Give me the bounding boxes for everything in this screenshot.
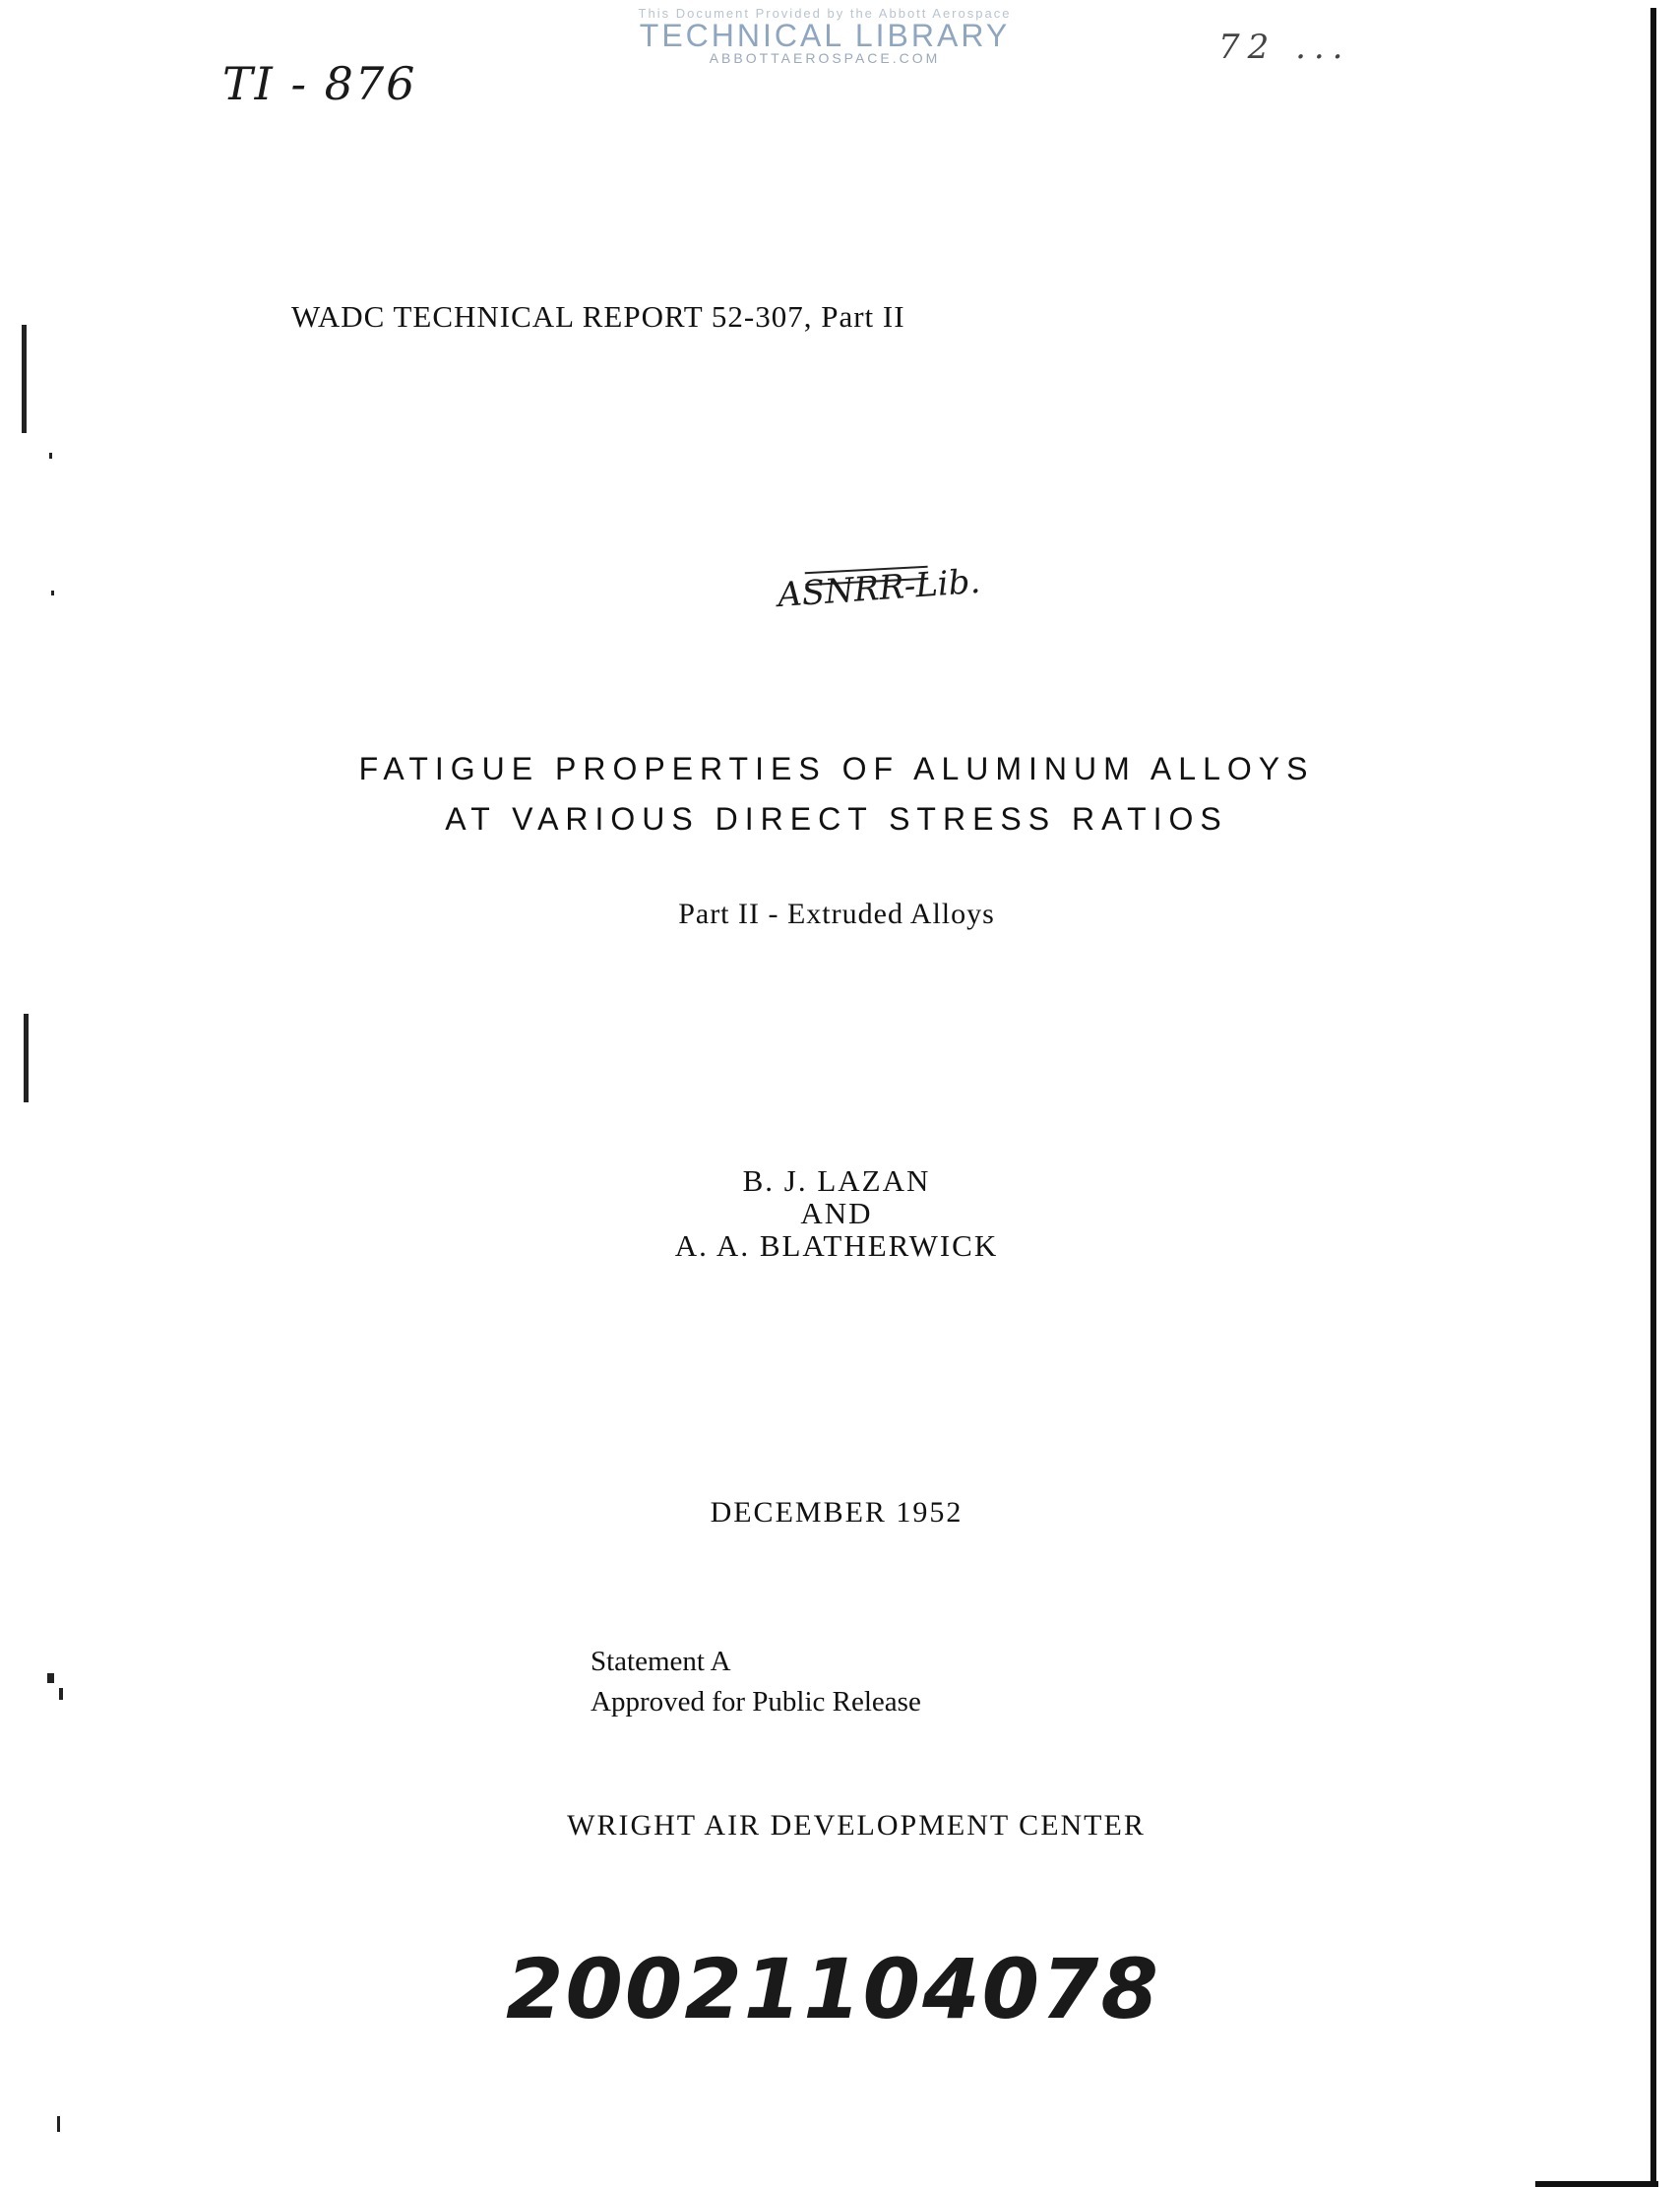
watermark-provided-by: This Document Provided by the Abbott Aerospace: [638, 6, 1012, 21]
watermark-title: TECHNICAL LIBRARY: [639, 18, 1011, 53]
watermark-website: ABBOTTAEROSPACE.COM: [709, 50, 941, 66]
document-subtitle: Part II - Extruded Alloys: [678, 898, 995, 930]
title-line-1: FATIGUE PROPERTIES OF ALUMINUM ALLOYS: [358, 751, 1315, 786]
author-2: A. A. BLATHERWICK: [674, 1228, 999, 1263]
statement-label: Statement A: [591, 1646, 731, 1677]
scan-border-bottom: [1535, 2181, 1658, 2187]
document-title: [246, 744, 1427, 844]
scan-left-edge-marks: [0, 0, 79, 2187]
report-number: WADC TECHNICAL REPORT 52-307, Part II: [291, 299, 905, 334]
scan-border-right: [1650, 8, 1656, 2183]
statement-text: Approved for Public Release: [591, 1686, 921, 1718]
library-watermark: [569, 6, 1081, 66]
handwritten-top-right-note: 72 ...: [1218, 28, 1351, 67]
author-conjunction: AND: [800, 1196, 873, 1230]
title-line-2: AT VARIOUS DIRECT STRESS RATIOS: [445, 801, 1228, 837]
authors-block: [394, 1164, 1279, 1262]
author-1: B. J. LAZAN: [742, 1163, 931, 1198]
distribution-statement: [591, 1642, 921, 1722]
handwritten-ti-number: TI - 876: [222, 57, 417, 110]
publication-date: DECEMBER 1952: [710, 1496, 964, 1529]
handwritten-accession-number: 20021104078: [506, 1941, 1160, 2037]
organization-name: WRIGHT AIR DEVELOPMENT CENTER: [567, 1809, 1146, 1842]
handwritten-library-note: ASNRR-Lib.: [776, 561, 982, 616]
